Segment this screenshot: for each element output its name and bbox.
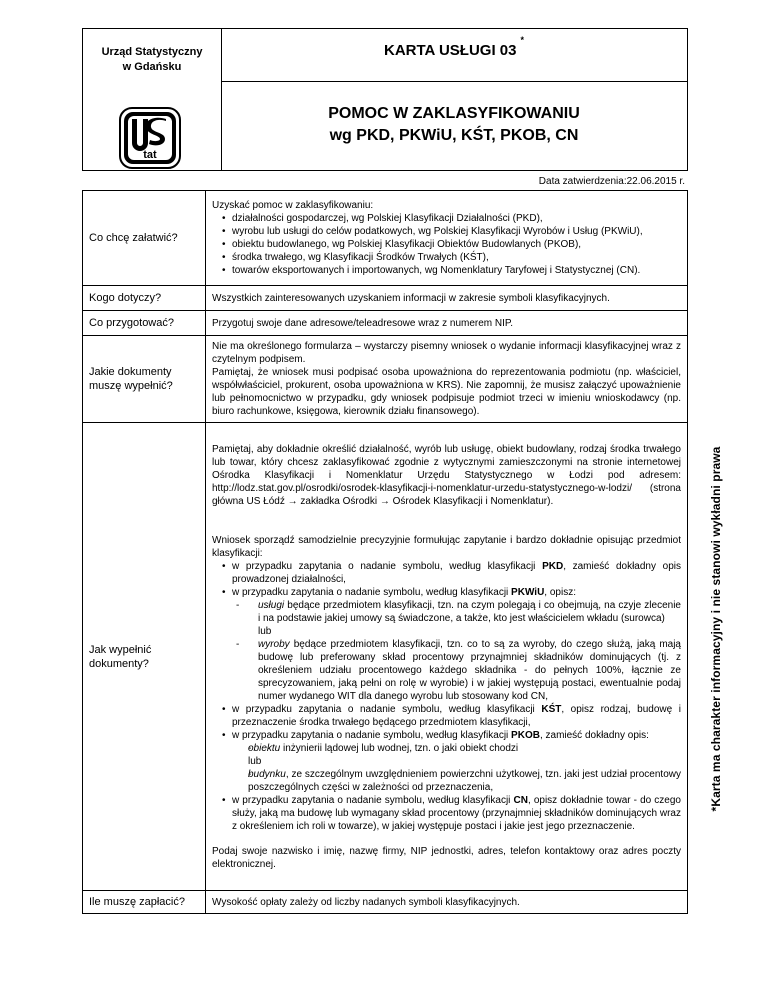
spacer bbox=[212, 508, 681, 534]
office-line-2: w Gdańsku bbox=[122, 61, 182, 73]
or-text: lub bbox=[258, 625, 272, 637]
service-title bbox=[221, 81, 687, 170]
list-item: • środka trwałego, wg Klasyfikacji Środków Trwałych (KŚT), bbox=[222, 251, 681, 264]
obiektu-term: obiektu bbox=[248, 742, 281, 754]
row-docs bbox=[83, 336, 688, 423]
answer-who: Wszystkich zainteresowanych uzyskaniem informacji w zakresie symboli klasyfikacyjnych. bbox=[206, 286, 688, 311]
kst-text-end: , opisz rodzaj, budowę i przeznaczenie środka trwałego będącego przedmiotem klasyfikacji, bbox=[232, 703, 681, 728]
side-disclaimer bbox=[702, 446, 730, 812]
question-docs: Jakie dokumenty muszę wypełnić? bbox=[83, 336, 206, 423]
dash-item-uslugi bbox=[222, 599, 681, 625]
service-title-line-2: wg PKD, PKWiU, KŚT, PKOB, CN bbox=[329, 127, 579, 144]
spacer bbox=[212, 833, 681, 845]
pkob-text-end: , zamieść dokładny opis: bbox=[539, 729, 649, 741]
list-item: • wyrobu lub usługi do celów podatkowych, wg Polskiej Klasyfikacji Wyrobów i Usług (PKWiU), bbox=[222, 225, 681, 238]
pkwiu-text-end: , opisz: bbox=[544, 586, 576, 598]
service-title-line-1: POMOC W ZAKLASYFIKOWANIU bbox=[328, 105, 580, 122]
pkob-text: w przypadku zapytania o nadanie symbolu, według klasyfikacji bbox=[232, 729, 512, 741]
budynku-text: , ze szczególnym uwzględnieniem powierzchni użytkowej, tzn. jaki jest udział procentowy poszczególnych części w zależności od przeznaczenia, bbox=[248, 768, 681, 793]
uslugi-text: będące przedmiotem klasyfikacji, tzn. na czym polegają i co obejmują, na czyje zlecenie i na podstawie jakiej umowy są świadczone, a także, kto jest właścicielem wkładu (surowca) bbox=[258, 599, 681, 624]
wyroby-term: wyroby bbox=[258, 638, 290, 650]
answer-what-intro: Uzyskać pomoc w zaklasyfikowaniu: bbox=[212, 200, 374, 211]
fill-list-2 bbox=[212, 703, 681, 742]
office-cell bbox=[83, 29, 222, 170]
header-box bbox=[82, 28, 688, 171]
list-item-pkob bbox=[222, 729, 681, 742]
pkd-code: PKD bbox=[542, 560, 564, 572]
question-pay: Ile muszę zapłacić? bbox=[83, 891, 206, 914]
approval-date: Data zatwierdzenia:22.06.2015 r. bbox=[538, 176, 685, 187]
list-item: • działalności gospodarczej, wg Polskiej Klasyfikacji Działalności (PKD), bbox=[222, 212, 681, 225]
cn-text: w przypadku zapytania o nadanie symbolu, według klasyfikacji bbox=[232, 794, 514, 806]
obiektu-text: inżynierii lądowej lub wodnej, tzn. o jaki obiekt chodzi bbox=[280, 742, 519, 754]
fill-paragraph-request: Wniosek sporządź samodzielnie precyzyjnie formułując zapytanie i bardzo dokładnie opisując przedmiot klasyfikacji: bbox=[212, 534, 681, 559]
list-item-kst bbox=[222, 703, 681, 729]
fill-list bbox=[212, 560, 681, 599]
answer-what bbox=[206, 191, 688, 286]
answer-docs: Nie ma określonego formularza – wystarczy pisemny wniosek o wydanie informacji klasyfikacyjnej wraz z czytelnym podpisem. Pamiętaj, że wniosek musi podpisać osoba upoważniona do reprezentowania podmiotu (np. właściciel, współwłaściciel, prokurent, osoba upoważniona w KRS). Nie zapomnij, że musisz załączyć upoważnienie lub pełnomocnictwo w przypadku, gdy wniosek podpisuje podmiot trzeci w imieniu wnioskodawcy (np. biuro rachunkowe, księgowa, kierownik działu finansowego). bbox=[206, 336, 688, 423]
classification-list bbox=[212, 212, 681, 277]
pkwiu-code: PKWiU bbox=[511, 586, 545, 598]
list-item-cn bbox=[222, 794, 681, 833]
pkd-text-end: , zamieść dokładny opis prowadzonej działalności, bbox=[232, 560, 681, 585]
dash-item-obiektu bbox=[234, 742, 681, 755]
card-title-text: KARTA USŁUGI 03 bbox=[383, 42, 517, 59]
fill-list-3 bbox=[212, 794, 681, 833]
ustat-logo-icon bbox=[119, 107, 181, 169]
list-item: • towarów eksportowanych i importowanych, wg Nomenklatury Taryfowej i Statystycznej (CN). bbox=[222, 264, 681, 277]
side-disclaimer-text: *Karta ma charakter informacyjny i nie stanowi wykładni prawa bbox=[709, 446, 723, 812]
question-fill: Jak wypełnić dokumenty? bbox=[83, 423, 206, 891]
uslugi-term: usługi bbox=[258, 599, 285, 611]
row-fill bbox=[83, 423, 688, 891]
fill-paragraph-guidelines: Pamiętaj, aby dokładnie określić działalność, wyrób lub usługę, obiekt budowlany, rodzaj środka trwałego lub towar, który chcesz zaklasyfikować zgodnie z wytycznymi zamieszczonymi na stronie internetowej Ośrodka Klasyfikacji i Nomenklatur Urzędu Statystycznego w Łodzi pod adresem: http://lodz.stat.gov.pl/osrodki/osrodek-klasyfikacji-i-nomenklatur-urzedu-statystycznego-w-lodzi/ (strona główna US Łódź → zakładka Ośrodki → Ośrodek Klasyfikacji i Nomenklatur). bbox=[212, 443, 681, 507]
question-prepare: Co przygotować? bbox=[83, 311, 206, 336]
fill-paragraph-contact: Podaj swoje nazwisko i imię, nazwę firmy, NIP jednostki, adres, telefon kontaktowy oraz adres poczty elektronicznej. bbox=[212, 845, 681, 870]
card-title-mark: * bbox=[520, 35, 525, 45]
list-item-pkd bbox=[222, 560, 681, 586]
wyroby-text: będące przedmiotem klasyfikacji, tzn. co to są za wyroby, do czego służą, jaką mają budowę lub preferowany skład procentowy przynajmniej składników dominujących (tj. z określeniem udziału procentowego każdego składnika - do pełnych 100%, łącznie ze sprecyzowaniem, jaką pełni on rolę w wyrobie) i w jakiej występują postaci, ewentualnie podaj numer wydanego WIT dla danego wyrobu lub stosowany kod CN, bbox=[258, 638, 681, 702]
row-what bbox=[83, 191, 688, 286]
service-table bbox=[82, 190, 688, 914]
row-who bbox=[83, 286, 688, 311]
row-prepare bbox=[83, 311, 688, 336]
card-title bbox=[221, 29, 687, 82]
list-item: • obiektu budowlanego, wg Polskiej Klasyfikacji Obiektów Budowlanych (PKOB), bbox=[222, 238, 681, 251]
answer-fill bbox=[206, 423, 688, 891]
office-name bbox=[83, 45, 221, 75]
answer-prepare: Przygotuj swoje dane adresowe/teleadresowe wraz z numerem NIP. bbox=[206, 311, 688, 336]
list-item-pkwiu bbox=[222, 586, 681, 599]
dash-item-wyroby bbox=[222, 638, 681, 703]
pkob-code: PKOB bbox=[511, 729, 540, 741]
kst-text: w przypadku zapytania o nadanie symbolu, według klasyfikacji bbox=[232, 703, 542, 715]
row-pay bbox=[83, 891, 688, 914]
pkd-text: w przypadku zapytania o nadanie symbolu, według klasyfikacji bbox=[232, 560, 543, 572]
question-what: Co chcę załatwić? bbox=[83, 191, 206, 286]
answer-pay: Wysokość opłaty zależy od liczby nadanych symboli klasyfikacyjnych. bbox=[206, 891, 688, 914]
pkwiu-text: w przypadku zapytania o nadanie symbolu, według klasyfikacji bbox=[232, 586, 512, 598]
cn-code: CN bbox=[513, 794, 528, 806]
dash-item-budynku bbox=[234, 768, 681, 794]
or-text: lub bbox=[248, 755, 262, 767]
cn-text-end: , opisz dokładnie towar - do czego służy, jaką ma budowę lub wymagany skład procentowy (przynajmniej składników dominujących wraz z określeniem ich roli w towarze), w jakiej występuje postaci i jakie jest jego przeznaczenie. bbox=[232, 794, 681, 832]
svg-text:tat: tat bbox=[143, 149, 157, 161]
budynku-term: budynku bbox=[248, 768, 286, 780]
question-who: Kogo dotyczy? bbox=[83, 286, 206, 311]
kst-code: KŚT bbox=[541, 703, 562, 715]
office-line-1: Urząd Statystyczny bbox=[101, 46, 203, 58]
